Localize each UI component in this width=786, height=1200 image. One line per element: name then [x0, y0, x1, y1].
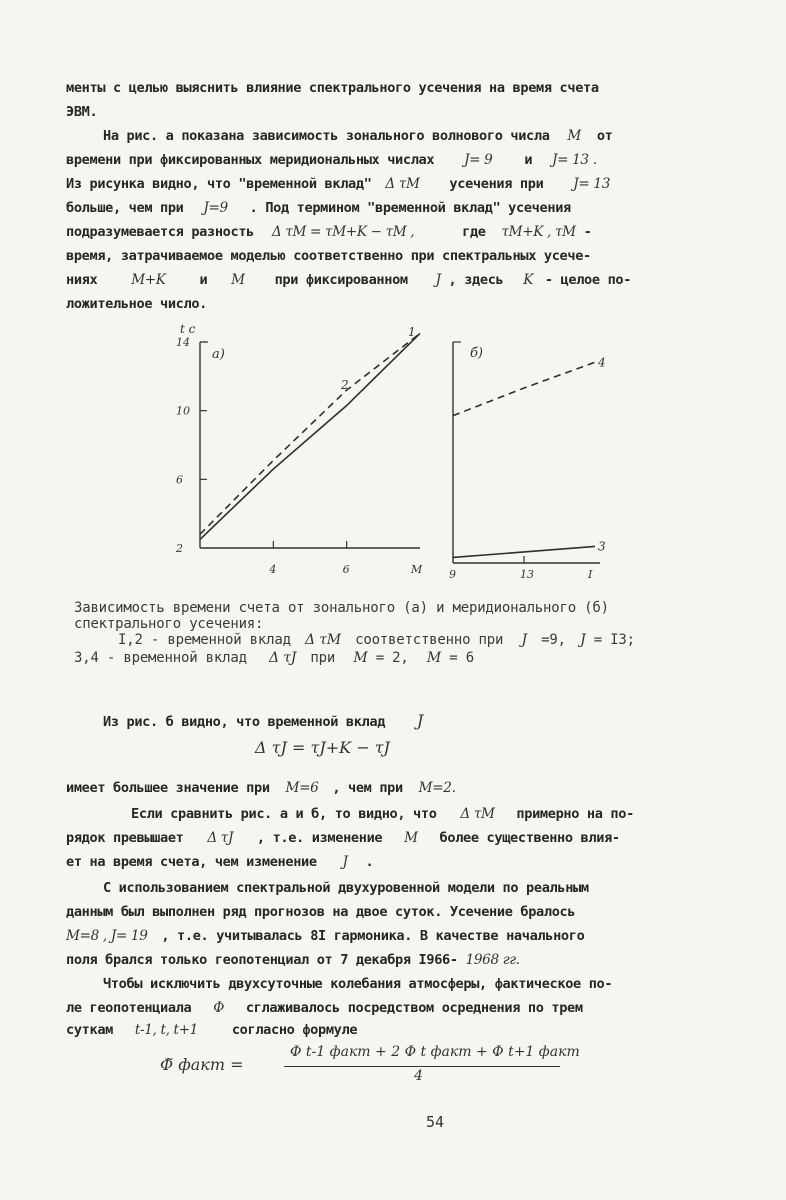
text-span: Если сравнить рис. а и б, то видно, что — [131, 806, 437, 822]
text-line: время, затрачиваемое моделью соответственно при спектральных усече- — [66, 248, 591, 264]
x-ticks — [268, 541, 423, 576]
math-symbol: J= 13 . — [552, 152, 597, 168]
text-span: . — [365, 854, 374, 870]
text-line: менты с целью выяснить влияние спектрального усечения на время счета — [66, 80, 599, 96]
text-line — [66, 780, 456, 796]
formula-numerator: Φ t-1 факт + 2 Φ t факт + Φ t+1 факт — [290, 1044, 580, 1060]
text-line — [66, 928, 584, 944]
text-span: =9, — [541, 632, 566, 648]
text-span: примерно на по- — [516, 806, 634, 822]
formula-lhs: Φ̃ факт = — [160, 1055, 244, 1074]
chart-b — [449, 342, 606, 581]
text-line — [103, 711, 423, 730]
math-symbol: Δ τM — [385, 176, 420, 192]
text-span: Из рисунка видно, что "временной вклад" — [66, 176, 372, 192]
chart-a — [175, 322, 423, 576]
y-axis-label: t c — [180, 322, 196, 336]
equation: Δ τJ = τJ+K − τJ — [255, 738, 390, 757]
math-symbol: J — [580, 632, 586, 648]
text-span: На рис. а показана зависимость зонального волнового числа — [103, 128, 550, 144]
series-line-4 — [453, 362, 595, 415]
text-span: подразумевается разность — [66, 224, 255, 240]
math-symbol: Δ τM — [305, 632, 341, 648]
math-symbol: J= 9 — [464, 152, 493, 168]
text-span: при фиксированном — [274, 272, 408, 288]
math-symbol: 1968 гг. — [465, 952, 520, 968]
math-symbol: M — [426, 650, 441, 666]
math-symbol: M — [353, 650, 368, 666]
math-symbol: Δ τM = τM+K − τM , — [271, 224, 415, 240]
text-span: более существенно влия- — [439, 830, 620, 846]
text-span: рядок превышает — [66, 830, 184, 846]
text-span: соответственно при — [355, 632, 504, 648]
text-span: , здесь — [448, 272, 504, 288]
x-tick-label: 6 — [342, 563, 350, 576]
text-line — [131, 806, 634, 822]
text-line — [66, 1022, 357, 1038]
text-line: С использованием спектральной двухуровенной модели по реальным — [103, 880, 589, 896]
text-line: ЭВМ. — [66, 104, 98, 120]
math-symbol: J — [435, 272, 441, 288]
y-tick-label: 10 — [176, 404, 190, 418]
math-symbol: Φ — [213, 1000, 224, 1016]
formula-denominator: 4 — [414, 1068, 423, 1084]
y-tick-label: 2 — [176, 542, 183, 555]
text-span: суткам — [66, 1022, 114, 1038]
text-span: больше, чем при — [66, 200, 184, 216]
text-line: данным был выполнен ряд прогнозов на двое суток. Усечение бралось — [66, 904, 576, 920]
math-symbol: M — [231, 272, 245, 288]
text-span: = I3; — [593, 632, 635, 648]
text-span: , т.е. изменение — [256, 830, 383, 846]
text-line — [66, 1000, 583, 1016]
text-span: поля брался только геопотенциал от 7 декабря I966- — [66, 952, 458, 968]
text-span: согласно формуле — [231, 1022, 358, 1038]
math-symbol: t-1, t, t+1 — [134, 1022, 198, 1038]
math-symbol: M=8 , J= 19 — [66, 928, 148, 944]
text-span: ниях — [66, 272, 98, 288]
text-span: при — [310, 650, 336, 666]
text-span: = 2, — [375, 650, 409, 666]
y-tick-label: 6 — [176, 473, 183, 487]
text-line: Чтобы исключить двухсуточные колебания атмосферы, фактическое по- — [103, 976, 613, 992]
math-symbol: Δ τJ — [269, 650, 297, 666]
math-symbol: M+K — [131, 272, 166, 288]
text-line: ложительное число. — [66, 296, 208, 312]
text-span: I,2 - временной вклад — [118, 632, 291, 648]
series-label: 1 — [408, 325, 416, 339]
math-symbol: M — [567, 128, 581, 144]
x-tick-label: 4 — [269, 563, 277, 576]
math-symbol: J — [416, 711, 423, 730]
text-span: сглаживалось посредством осреднения по трем — [245, 1000, 583, 1016]
math-symbol: M=2. — [418, 780, 456, 796]
x-tick-label: 13 — [520, 568, 534, 581]
series-label: 4 — [598, 355, 606, 370]
math-symbol: Δ τJ — [207, 830, 234, 846]
x-tick-label: I — [588, 568, 593, 581]
series-label: 2 — [341, 378, 349, 392]
text-line — [66, 854, 373, 870]
math-symbol: Δ τM — [460, 806, 495, 822]
text-span: - — [583, 224, 592, 240]
y-ticks — [175, 336, 207, 555]
series-group — [200, 325, 420, 539]
text-span: = 6 — [449, 650, 474, 666]
series-line-1 — [200, 333, 420, 539]
caption-line — [74, 650, 474, 666]
text-span: Из рис. б видно, что временной вклад — [103, 714, 386, 730]
page-number: 54 — [426, 1113, 445, 1131]
x-tick-label: M — [411, 563, 423, 576]
math-symbol: J=9 — [203, 200, 228, 216]
text-span: и — [524, 152, 533, 168]
text-line — [66, 952, 520, 968]
y-tick-label: 14 — [176, 336, 190, 349]
math-symbol: M — [404, 830, 418, 846]
text-span: где — [462, 224, 486, 240]
math-symbol: J — [521, 632, 527, 648]
x-ticks — [449, 556, 593, 581]
series-group — [453, 355, 606, 557]
text-span: усечения при — [449, 176, 544, 192]
text-span: - целое по- — [544, 272, 632, 288]
text-span: времени при фиксированных меридиональных числах — [66, 152, 435, 168]
x-tick-label: 9 — [449, 568, 456, 581]
series-line-3 — [453, 546, 595, 557]
math-symbol: J — [342, 854, 348, 870]
text-span: 3,4 - временной вклад — [74, 650, 247, 666]
fraction-bar — [284, 1066, 560, 1067]
text-span: имеет большее значение при — [66, 780, 270, 796]
panel-label: а) — [212, 347, 225, 362]
math-symbol: M=6 — [285, 780, 319, 796]
text-line — [66, 830, 620, 846]
math-symbol: J= 13 — [573, 176, 610, 192]
text-span: ле геопотенциала — [66, 1000, 192, 1016]
math-symbol: K — [523, 272, 534, 288]
text-span: и — [199, 272, 208, 288]
text-span: от — [596, 128, 613, 144]
text-span: . Под термином "временной вклад" усечения — [249, 200, 571, 216]
caption-line — [118, 632, 635, 648]
series-label: 3 — [598, 539, 606, 554]
caption-line: спектрального усечения: — [74, 616, 264, 632]
panel-label: б) — [470, 346, 484, 361]
caption-line: Зависимость времени счета от зонального (а) и меридионального (б) — [74, 600, 609, 616]
text-span: , т.е. учитывалась 8I гармоника. В качестве начального — [161, 928, 585, 944]
text-span: ет на время счета, чем изменение — [66, 854, 317, 870]
math-symbol: τM+K , τM — [501, 224, 576, 240]
series-line-2 — [200, 333, 420, 534]
text-span: , чем при — [332, 780, 403, 796]
